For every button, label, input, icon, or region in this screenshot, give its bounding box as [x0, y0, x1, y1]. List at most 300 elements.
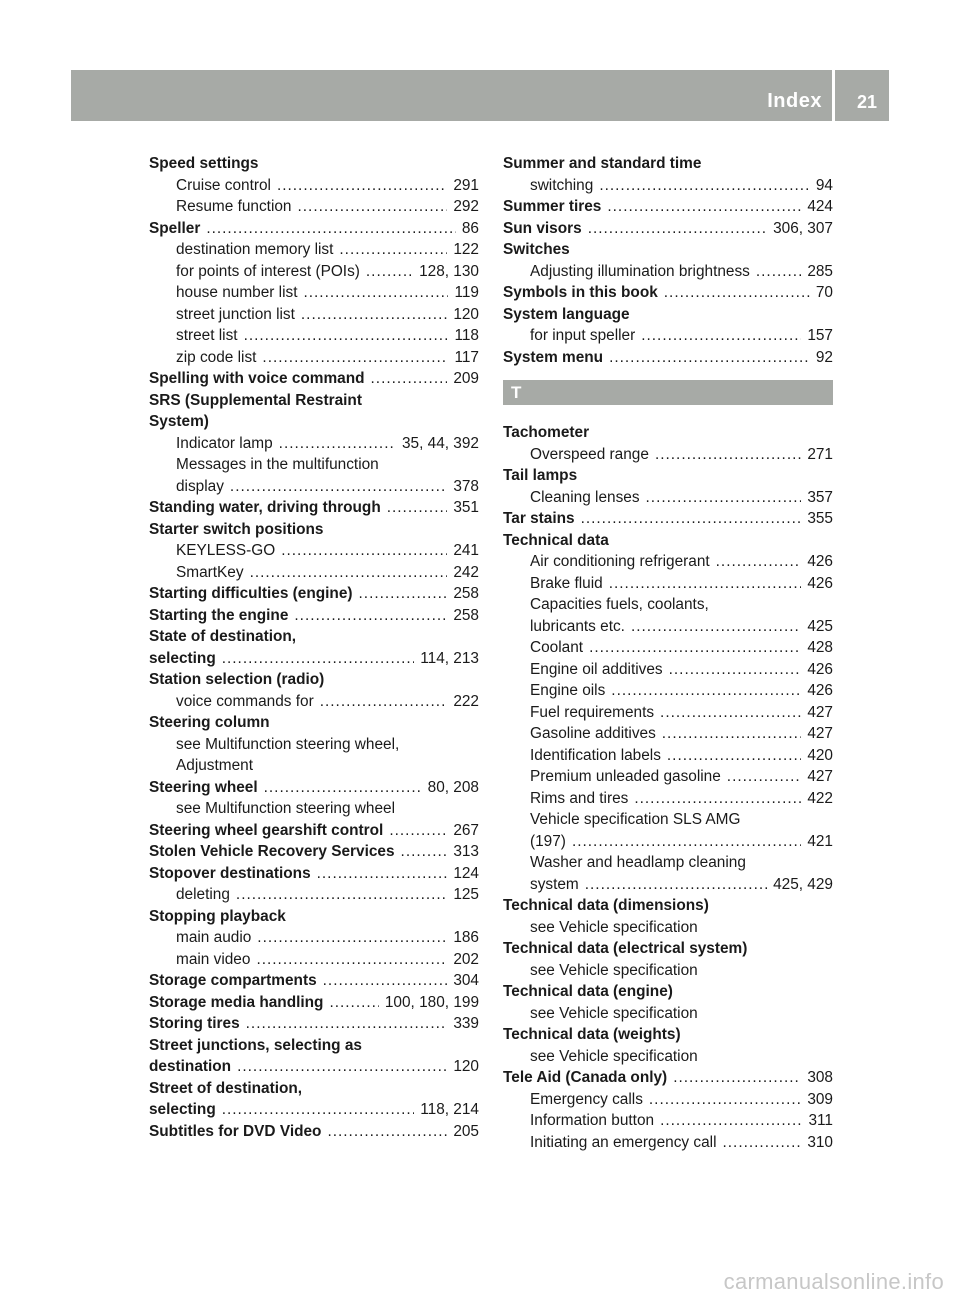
entry-text: see Multifunction steering wheel, — [176, 735, 400, 753]
page-reference[interactable]: 94 — [815, 176, 833, 194]
index-entry — [149, 626, 479, 648]
entry-text: Rims and tires — [530, 789, 629, 807]
entry-text: Technical data (engine) — [503, 983, 673, 1000]
index-subentry — [149, 175, 479, 197]
page-reference[interactable]: 114, 213 — [420, 649, 479, 667]
index-subentry — [149, 798, 479, 820]
page-reference[interactable]: 100, 180, 199 — [384, 993, 479, 1011]
entry-text: Starting difficulties (engine) — [149, 585, 353, 602]
index-entry — [503, 895, 833, 917]
entry-text: Vehicle specification SLS AMG — [530, 811, 741, 828]
dot-leader — [716, 551, 802, 573]
page-number: 21 — [856, 92, 877, 112]
index-entry — [503, 422, 833, 444]
entry-text: Stolen Vehicle Recovery Services — [149, 843, 395, 860]
entry-text: SRS (Supplemental Restraint — [149, 391, 362, 409]
entry-text: Technical data (weights) — [503, 1026, 681, 1043]
index-subentry — [149, 433, 479, 455]
dot-leader — [673, 1067, 801, 1089]
dot-leader — [230, 476, 447, 498]
dot-leader — [294, 605, 447, 627]
dot-leader — [257, 927, 447, 949]
dot-leader — [327, 1121, 447, 1143]
index-entry — [503, 153, 833, 175]
dot-leader — [589, 637, 801, 659]
index-entry — [503, 1067, 833, 1089]
page-reference[interactable]: 242 — [453, 563, 479, 581]
dot-leader — [660, 1110, 802, 1132]
page-reference[interactable]: 339 — [453, 1015, 479, 1032]
page-reference[interactable]: 422 — [807, 789, 833, 807]
entry-text: Adjustment — [176, 757, 253, 774]
index-entry — [503, 347, 833, 369]
dot-leader — [339, 239, 447, 261]
dot-leader — [660, 702, 801, 724]
index-entry — [149, 906, 479, 928]
index-subentry — [503, 745, 833, 767]
entry-text: Technical data (dimensions) — [503, 897, 709, 914]
entry-text: Subtitles for DVD Video — [149, 1122, 322, 1140]
dot-leader — [599, 175, 810, 197]
page-reference[interactable]: 70 — [815, 284, 833, 301]
entry-text: Indicator lamp — [176, 434, 273, 452]
index-entry — [503, 239, 833, 261]
index-subentry — [503, 960, 833, 982]
page-reference[interactable]: 425 — [807, 617, 833, 635]
page-reference[interactable]: 202 — [453, 950, 479, 968]
index-subentry — [149, 540, 479, 562]
index-entry — [149, 863, 479, 885]
dot-leader — [401, 841, 448, 863]
header-divider — [832, 70, 835, 121]
index-column-left — [149, 153, 479, 1142]
dot-leader — [646, 487, 802, 509]
entry-text: Resume function — [176, 198, 292, 215]
entry-text: Street junctions, selecting as — [149, 1036, 362, 1054]
index-entry — [149, 583, 479, 605]
dot-leader — [236, 884, 447, 906]
index-entry — [503, 465, 833, 487]
index-entry — [149, 712, 479, 734]
dot-leader — [244, 325, 449, 347]
index-entry — [149, 411, 479, 433]
dot-leader — [262, 347, 448, 369]
index-subentry — [503, 325, 833, 347]
dot-leader — [655, 444, 801, 466]
index-entry — [149, 1013, 479, 1035]
page-reference[interactable]: 311 — [808, 1112, 833, 1129]
dot-leader — [581, 508, 802, 530]
dot-leader — [371, 368, 448, 390]
page-reference[interactable]: 420 — [807, 746, 833, 764]
page-reference[interactable]: 427 — [807, 768, 833, 785]
index-subentry — [503, 917, 833, 939]
entry-text: Steering column — [149, 714, 270, 731]
dot-leader — [317, 863, 448, 885]
index-subentry — [503, 831, 833, 853]
entry-text: Station selection (radio) — [149, 671, 325, 688]
index-entry — [503, 530, 833, 552]
entry-text: Engine oil additives — [530, 660, 663, 678]
page-reference[interactable]: 128, 130 — [419, 262, 479, 280]
entry-text: Fuel requirements — [530, 703, 655, 721]
entry-text: Washer and headlamp cleaning — [530, 854, 746, 871]
entry-text: Summer and standard time — [503, 155, 702, 172]
index-subentry — [149, 884, 479, 906]
entry-text: KEYLESS-GO — [176, 542, 276, 559]
watermark: carmanualsonline.info — [723, 1269, 944, 1294]
index-subentry — [149, 239, 479, 261]
index-subentry — [503, 594, 833, 616]
entry-text: zip code list — [176, 348, 257, 366]
entry-text: Spelling with voice command — [149, 370, 365, 387]
index-entry — [149, 497, 479, 519]
entry-text: street junction list — [176, 305, 295, 323]
index-entry — [149, 992, 479, 1014]
section-title: Index — [767, 90, 822, 112]
entry-text: Storage media handling — [149, 993, 324, 1011]
page-reference[interactable]: 426 — [807, 660, 833, 678]
index-entry — [149, 841, 479, 863]
index-subentry — [149, 691, 479, 713]
entry-text: see Vehicle specification — [530, 1004, 698, 1022]
entry-text: switching — [530, 176, 594, 194]
page-reference[interactable]: 186 — [453, 929, 479, 946]
entry-text: Emergency calls — [530, 1090, 643, 1108]
index-entry — [503, 218, 833, 240]
entry-text: main audio — [176, 929, 252, 946]
dot-leader — [329, 992, 378, 1014]
index-subentry — [503, 616, 833, 638]
entry-text: System menu — [503, 348, 604, 366]
dot-leader — [585, 874, 767, 896]
page-reference[interactable]: 291 — [453, 176, 479, 194]
entry-text: Steering wheel gearshift control — [149, 821, 384, 839]
page-reference[interactable]: 306, 307 — [773, 219, 833, 237]
entry-text: Tar stains — [503, 510, 575, 527]
dot-leader — [611, 680, 801, 702]
dot-leader — [303, 282, 448, 304]
dot-leader — [641, 325, 801, 347]
page-reference[interactable]: 424 — [807, 198, 833, 215]
entry-text: Speller — [149, 219, 201, 237]
entry-text: Adjusting illumination brightness — [530, 262, 750, 280]
entry-text: street list — [176, 327, 238, 344]
index-entry — [149, 368, 479, 390]
index-entry — [503, 196, 833, 218]
dot-leader — [631, 616, 801, 638]
entry-text: selecting — [149, 1101, 216, 1118]
entry-text: (197) — [530, 832, 566, 850]
index-subentry — [149, 927, 479, 949]
section-letter-header: T — [503, 380, 833, 405]
entry-text: selecting — [149, 649, 216, 667]
index-subentry — [503, 852, 833, 874]
index-entry — [149, 820, 479, 842]
entry-text: for input speller — [530, 327, 636, 344]
entry-text: Initiating an emergency call — [530, 1133, 717, 1151]
index-subentry — [149, 949, 479, 971]
index-subentry — [503, 788, 833, 810]
entry-text: destination memory list — [176, 241, 334, 258]
index-subentry — [503, 809, 833, 831]
dot-leader — [387, 497, 448, 519]
entry-text: Standing water, driving through — [149, 499, 381, 516]
dot-leader — [237, 1056, 447, 1078]
entry-text: Cruise control — [176, 176, 271, 194]
dot-leader — [256, 949, 447, 971]
page-reference[interactable]: 118 — [454, 327, 479, 344]
entry-text: lubricants etc. — [530, 617, 625, 635]
page-reference[interactable]: 351 — [453, 499, 479, 516]
index-entry — [503, 981, 833, 1003]
page-reference[interactable]: 309 — [807, 1090, 833, 1108]
entry-text: Stopover destinations — [149, 864, 311, 882]
entry-text: SmartKey — [176, 563, 244, 581]
page-reference[interactable]: 92 — [815, 348, 833, 366]
entry-text: Switches — [503, 241, 570, 258]
page-reference[interactable]: 120 — [453, 305, 479, 323]
dot-leader — [669, 659, 802, 681]
page-reference[interactable]: 427 — [807, 725, 833, 742]
dot-leader — [756, 261, 801, 283]
dot-leader — [246, 1013, 448, 1035]
dot-leader — [607, 196, 801, 218]
dot-leader — [250, 562, 448, 584]
index-column-right — [503, 153, 833, 1153]
entry-text: system — [530, 875, 579, 893]
page-reference[interactable]: 205 — [453, 1122, 479, 1140]
entry-text: Capacities fuels, coolants, — [530, 596, 709, 613]
index-subentry — [149, 304, 479, 326]
page-reference[interactable]: 241 — [453, 542, 479, 559]
page-reference[interactable]: 209 — [453, 370, 479, 387]
dot-leader — [281, 540, 447, 562]
entry-text: Storing tires — [149, 1015, 240, 1032]
index-entry — [149, 390, 479, 412]
page-reference[interactable]: 378 — [453, 477, 479, 495]
page-reference[interactable]: 426 — [807, 553, 833, 570]
page-reference[interactable]: 122 — [453, 241, 479, 258]
index-subentry — [503, 551, 833, 573]
page-reference[interactable]: 125 — [453, 886, 479, 903]
dot-leader — [664, 282, 810, 304]
index-entry — [149, 605, 479, 627]
entry-text: voice commands for — [176, 692, 314, 710]
entry-text: Overspeed range — [530, 445, 649, 463]
page-reference[interactable]: 86 — [461, 219, 479, 237]
dot-leader — [298, 196, 448, 218]
dot-leader — [588, 218, 767, 240]
entry-text: see Multifunction steering wheel — [176, 800, 396, 817]
dot-leader — [222, 648, 415, 670]
page-reference[interactable]: 258 — [453, 606, 479, 624]
page-reference[interactable]: 426 — [807, 682, 833, 699]
dot-leader — [572, 831, 801, 853]
entry-text: Steering wheel — [149, 778, 258, 796]
dot-leader — [649, 1089, 801, 1111]
entry-text: Identification labels — [530, 746, 661, 764]
dot-leader — [222, 1099, 415, 1121]
entry-text: System language — [503, 305, 630, 323]
index-subentry — [503, 175, 833, 197]
page-reference[interactable]: 124 — [453, 864, 479, 882]
index-subentry — [503, 874, 833, 896]
entry-text: Sun visors — [503, 219, 582, 237]
page-reference[interactable]: 428 — [807, 639, 833, 656]
entry-text: Cleaning lenses — [530, 488, 640, 506]
index-entry — [149, 1099, 479, 1121]
page-reference[interactable]: 426 — [807, 574, 833, 592]
page-reference[interactable]: 222 — [453, 692, 479, 710]
page-reference[interactable]: 118, 214 — [420, 1101, 479, 1118]
index-subentry — [503, 723, 833, 745]
entry-text: State of destination, — [149, 628, 297, 645]
page-reference[interactable]: 313 — [453, 843, 479, 860]
page-reference[interactable]: 427 — [807, 703, 833, 721]
index-subentry — [503, 680, 833, 702]
entry-text: Premium unleaded gasoline — [530, 768, 721, 785]
index-entry — [149, 648, 479, 670]
dot-leader — [264, 777, 422, 799]
index-subentry — [149, 734, 479, 756]
index-subentry — [503, 637, 833, 659]
dot-leader — [366, 261, 413, 283]
page-reference[interactable]: 357 — [807, 488, 833, 506]
index-subentry — [149, 261, 479, 283]
entry-text: deleting — [176, 886, 230, 903]
dot-leader — [634, 788, 801, 810]
index-entry — [149, 970, 479, 992]
dot-leader — [609, 347, 810, 369]
page-reference[interactable]: 310 — [807, 1133, 833, 1151]
page-reference[interactable]: 285 — [807, 262, 833, 280]
index-subentry — [503, 1046, 833, 1068]
entry-text: see Vehicle specification — [530, 918, 698, 936]
index-subentry — [503, 573, 833, 595]
entry-text: Technical data — [503, 531, 609, 549]
index-entry — [503, 282, 833, 304]
index-subentry — [503, 766, 833, 788]
entry-text: Coolant — [530, 639, 584, 656]
entry-text: for points of interest (POIs) — [176, 262, 360, 280]
entry-text: Messages in the multifunction — [176, 456, 379, 473]
index-subentry — [149, 347, 479, 369]
entry-text: Summer tires — [503, 198, 602, 215]
page-reference[interactable]: 80, 208 — [427, 778, 479, 796]
page-reference[interactable]: 119 — [454, 284, 479, 301]
dot-leader — [206, 218, 456, 240]
dot-leader — [609, 573, 802, 595]
entry-text: Stopping playback — [149, 907, 286, 925]
dot-leader — [301, 304, 447, 326]
index-subentry — [149, 476, 479, 498]
index-entry — [503, 508, 833, 530]
entry-text: Technical data (electrical system) — [503, 940, 748, 957]
index-subentry — [149, 282, 479, 304]
entry-text: see Vehicle specification — [530, 1047, 698, 1065]
entry-text: Starter switch positions — [149, 520, 324, 538]
entry-text: see Vehicle specification — [530, 961, 698, 979]
index-entry — [149, 519, 479, 541]
index-entry — [149, 1056, 479, 1078]
entry-text: System) — [149, 413, 209, 430]
dot-leader — [359, 583, 448, 605]
index-subentry — [503, 487, 833, 509]
index-entry — [149, 1035, 479, 1057]
index-subentry — [503, 1110, 833, 1132]
index-entry — [149, 1121, 479, 1143]
dot-leader — [662, 723, 802, 745]
page-reference[interactable]: 425, 429 — [773, 875, 833, 893]
dot-leader — [320, 691, 448, 713]
page-reference[interactable]: 421 — [807, 832, 833, 850]
dot-leader — [389, 820, 447, 842]
index-entry — [149, 1078, 479, 1100]
entry-text: Speed settings — [149, 155, 259, 172]
dot-leader — [279, 433, 396, 455]
index-subentry — [503, 1089, 833, 1111]
entry-text: Information button — [530, 1112, 655, 1129]
entry-text: Symbols in this book — [503, 284, 658, 301]
page-reference[interactable]: 120 — [453, 1058, 479, 1075]
entry-text: main video — [176, 950, 251, 968]
entry-text: Tachometer — [503, 424, 590, 441]
index-subentry — [503, 261, 833, 283]
page-reference[interactable]: 308 — [807, 1069, 833, 1086]
page-reference[interactable]: 304 — [453, 972, 479, 989]
dot-leader — [277, 175, 447, 197]
index-subentry — [149, 325, 479, 347]
page-reference[interactable]: 35, 44, 392 — [401, 434, 479, 452]
index-entry — [503, 938, 833, 960]
index-subentry — [149, 196, 479, 218]
entry-text: display — [176, 477, 224, 495]
index-entry — [503, 1024, 833, 1046]
index-entry — [503, 304, 833, 326]
index-subentry — [503, 1003, 833, 1025]
index-subentry — [149, 562, 479, 584]
dot-leader — [723, 1132, 802, 1154]
entry-text: Starting the engine — [149, 606, 289, 624]
index-subentry — [503, 702, 833, 724]
entry-text: Tail lamps — [503, 467, 578, 484]
index-entry — [149, 777, 479, 799]
page-reference[interactable]: 271 — [807, 445, 833, 463]
entry-text: Street of destination, — [149, 1079, 303, 1097]
index-subentry — [149, 755, 479, 777]
entry-text: Gasoline additives — [530, 725, 656, 742]
entry-text: Brake fluid — [530, 574, 603, 592]
page-reference[interactable]: 117 — [454, 348, 479, 366]
dot-leader — [323, 970, 448, 992]
entry-text: Tele Aid (Canada only) — [503, 1069, 668, 1086]
entry-text: Air conditioning refrigerant — [530, 553, 710, 570]
index-subentry — [149, 454, 479, 476]
page-reference[interactable]: 355 — [807, 510, 833, 527]
entry-text: destination — [149, 1058, 232, 1075]
page-reference[interactable]: 292 — [453, 198, 479, 215]
dot-leader — [667, 745, 801, 767]
index-entry — [149, 153, 479, 175]
dot-leader — [727, 766, 802, 788]
page-header — [71, 70, 889, 121]
page-reference[interactable]: 258 — [453, 585, 479, 602]
page-reference[interactable]: 157 — [807, 327, 833, 344]
index-subentry — [503, 444, 833, 466]
page-reference[interactable]: 267 — [453, 821, 479, 839]
index-subentry — [503, 659, 833, 681]
